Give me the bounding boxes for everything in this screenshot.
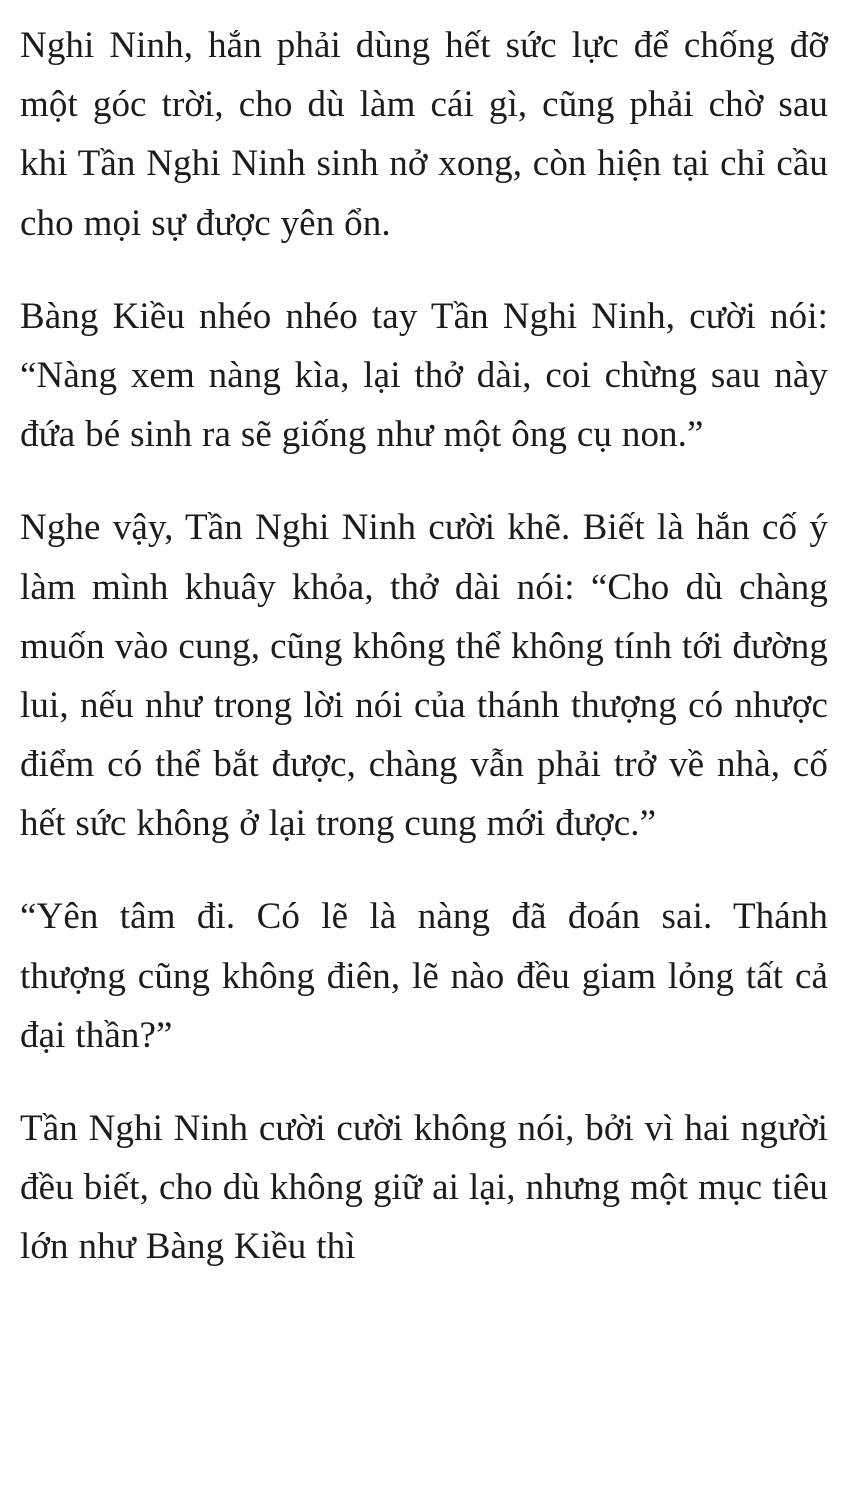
paragraph: Tần Nghi Ninh cười cười không nói, bởi vì hai người đều biết, cho dù không giữ ai lại, nhưng một mục tiêu lớn như Bàng Kiều thì: [20, 1108, 828, 1268]
paragraph: Bàng Kiều nhéo nhéo tay Tần Nghi Ninh, cười nói: “Nàng xem nàng kìa, lại thở dài, coi chừng sau này đứa bé sinh ra sẽ giống như một ông cụ non.”: [20, 295, 828, 456]
paragraph: “Yên tâm đi. Có lẽ là nàng đã đoán sai. Thánh thượng cũng không điên, lẽ nào đều giam lỏng tất cả đại thần?”: [20, 896, 828, 1056]
paragraph: Nghe vậy, Tần Nghi Ninh cười khẽ. Biết là hắn cố ý làm mình khuây khỏa, thở dài nói: “Cho dù chàng muốn vào cung, cũng không thể không tính tới đường lui, nếu như trong lời nói của thánh thượng có nhược điểm có thể bắt được, chàng vẫn phải trở về nhà, cố hết sức không ở lại trong cung mới được.”: [20, 507, 828, 845]
paragraph: Nghi Ninh, hắn phải dùng hết sức lực để chống đỡ một góc trời, cho dù làm cái gì, cũng phải chờ sau khi Tần Nghi Ninh sinh nở xong, còn hiện tại chỉ cầu cho mọi sự được yên ổn.: [20, 25, 828, 244]
